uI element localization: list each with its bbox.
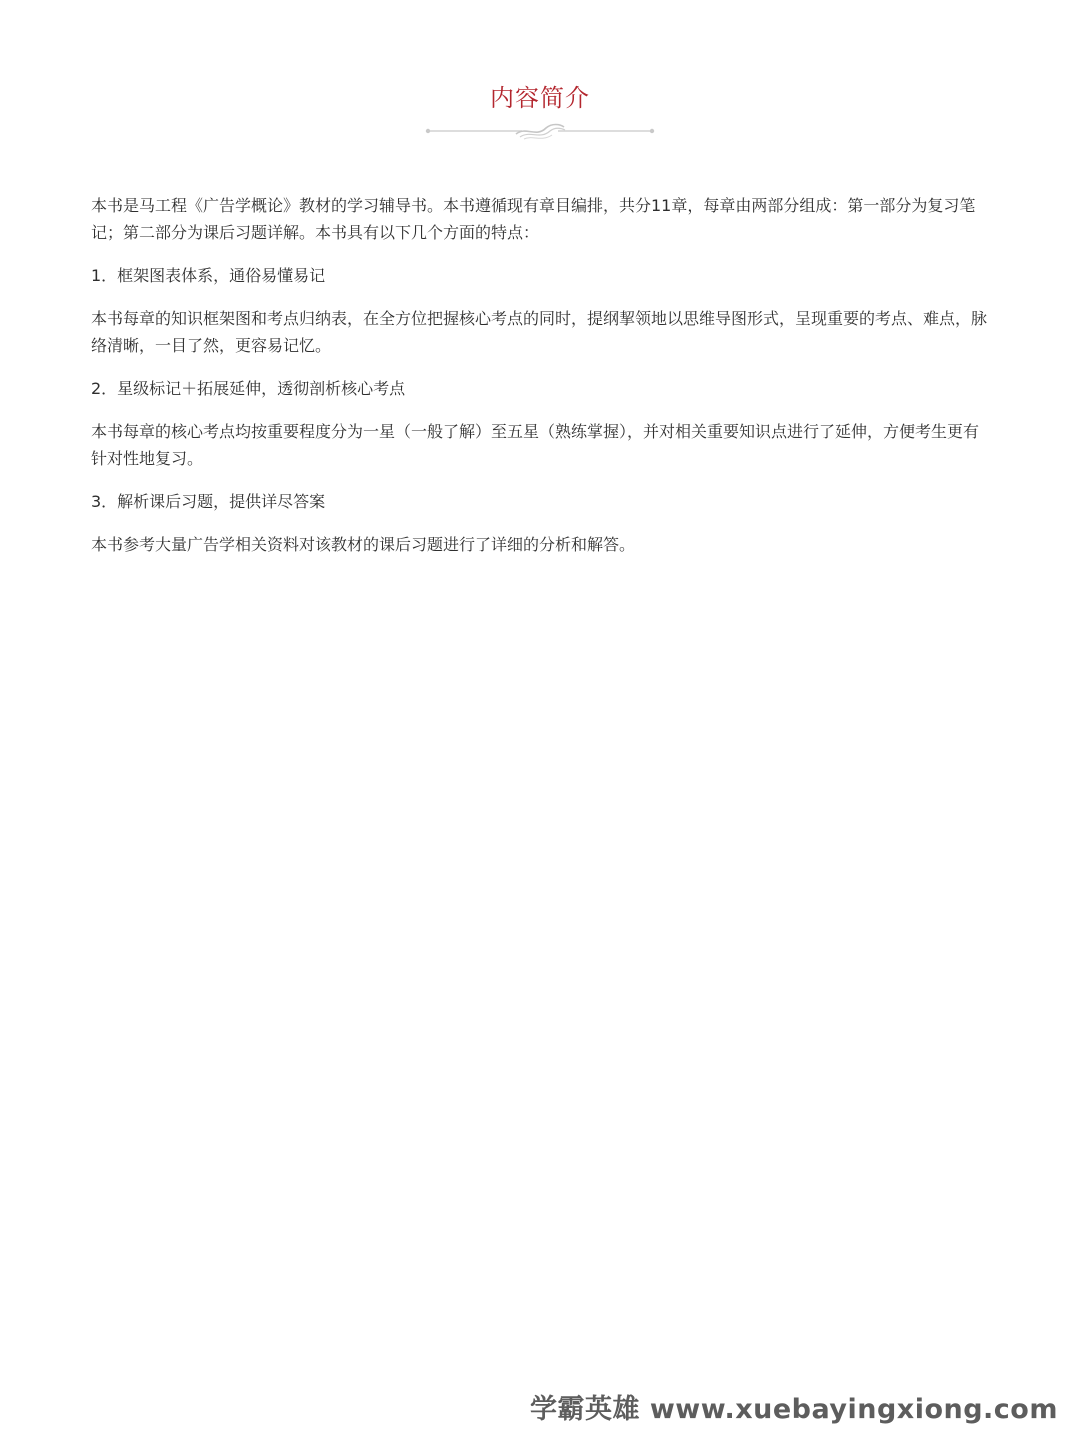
feature-body-2: 本书每章的核心考点均按重要程度分为一星（一般了解）至五星（熟练掌握），并对相关重要知识点进行了延伸，方便考生更有针对性地复习。: [91, 422, 980, 468]
feature-heading-3: 3．解析课后习题，提供详尽答案: [91, 492, 326, 511]
content-body: [91, 192, 989, 574]
title-divider-ornament: [424, 118, 656, 144]
feature-heading-1: 1．框架图表体系，通俗易懂易记: [91, 266, 326, 285]
feature-heading-2: 2．星级标记＋拓展延伸，透彻剖析核心考点: [91, 379, 406, 398]
feature-body-1: 本书每章的知识框架图和考点归纳表，在全方位把握核心考点的同时，提纲挈领地以思维导图形式，呈现重要的考点、难点，脉络清晰，一目了然，更容易记忆。: [91, 309, 988, 355]
feature-body-3: 本书参考大量广告学相关资料对该教材的课后习题进行了详细的分析和解答。: [91, 535, 636, 554]
page-title: 内容简介: [490, 84, 590, 112]
intro-paragraph: 本书是马工程《广告学概论》教材的学习辅导书。本书遵循现有章目编排，共分11章，每章由两部分组成：第一部分为复习笔记；第二部分为课后习题详解。本书具有以下几个方面的特点：: [91, 196, 976, 242]
site-watermark: 学霸英雄 www.xuebayingxiong.com: [529, 1394, 1058, 1425]
